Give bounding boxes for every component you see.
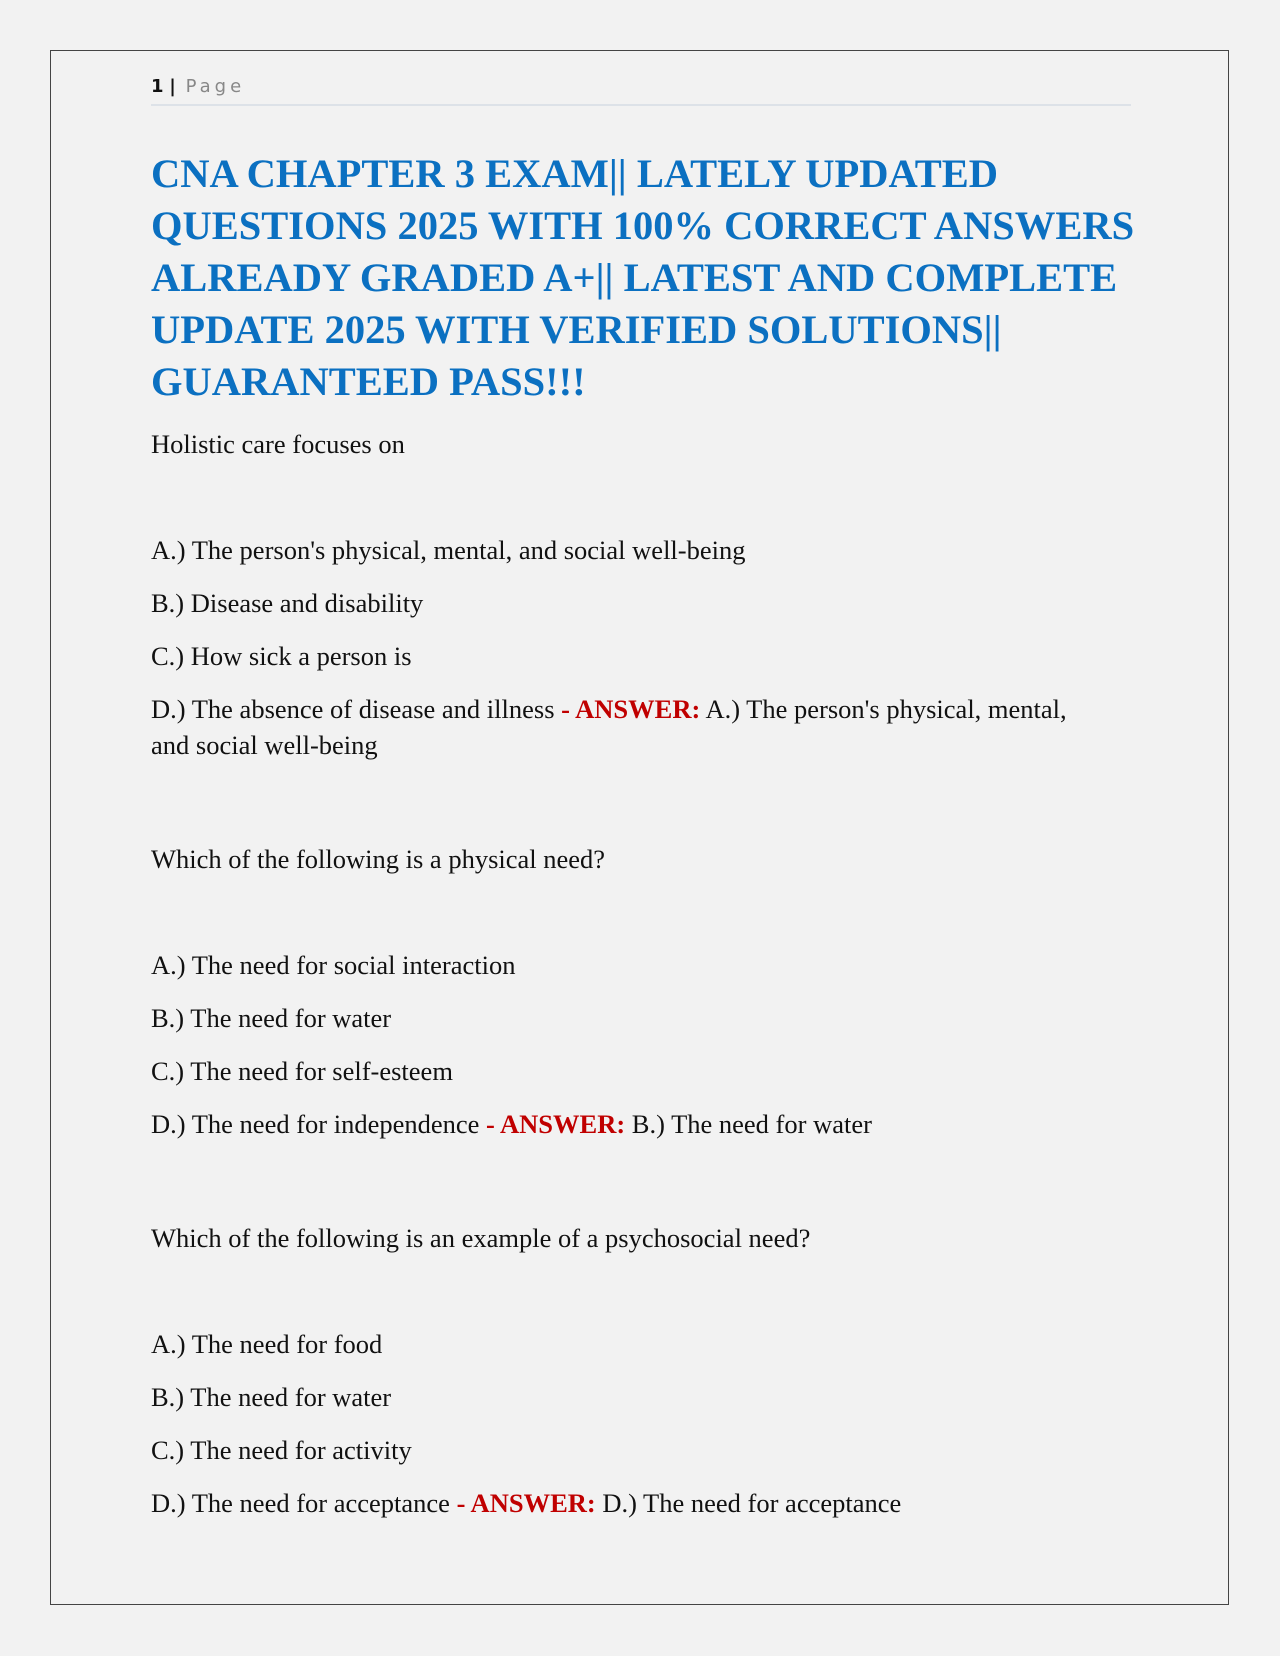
answer-label: - ANSWER: bbox=[456, 1488, 596, 1518]
question-text: Which of the following is an example of a psychosocial need? bbox=[151, 1223, 811, 1253]
option-d-with-answer bbox=[151, 1485, 1111, 1521]
option-c: C.) The need for activity bbox=[151, 1435, 412, 1465]
option-a: A.) The person's physical, mental, and social well-being bbox=[151, 535, 746, 565]
document-title: CNA CHAPTER 3 EXAM|| LATELY UPDATED QUESTIONS 2025 WITH 100% CORRECT ANSWERS ALREADY GRADED A+|| LATEST AND COMPLETE UPDATE 2025 WITH VERIFIED SOLUTIONS|| GUARANTEED PASS!!! bbox=[151, 151, 1135, 404]
page-number: 1 bbox=[151, 76, 164, 97]
answer-text: B.) The need for water bbox=[631, 1109, 872, 1139]
option-b: B.) The need for water bbox=[151, 1003, 392, 1033]
question-text: Which of the following is a physical need? bbox=[151, 844, 606, 874]
answer-text: A.) The person's physical, mental, and social well-being bbox=[151, 694, 1067, 760]
header-separator: | bbox=[169, 76, 176, 97]
option-d-with-answer bbox=[151, 691, 1111, 763]
questions-content bbox=[151, 426, 1111, 1599]
answer-label: - ANSWER: bbox=[486, 1109, 626, 1139]
option-d-with-answer bbox=[151, 1106, 1111, 1142]
option-b: B.) Disease and disability bbox=[151, 588, 424, 618]
question-block bbox=[151, 426, 1111, 763]
page-header bbox=[151, 76, 1131, 106]
option-a: A.) The need for food bbox=[151, 1329, 383, 1359]
page-label: Page bbox=[185, 76, 246, 97]
answer-label: - ANSWER: bbox=[561, 694, 701, 724]
option-d: D.) The need for acceptance bbox=[151, 1488, 450, 1518]
option-d: D.) The need for independence bbox=[151, 1109, 480, 1139]
option-c: C.) The need for self-esteem bbox=[151, 1056, 453, 1086]
option-d: D.) The absence of disease and illness bbox=[151, 694, 555, 724]
answer-text: D.) The need for acceptance bbox=[602, 1488, 902, 1518]
question-block bbox=[151, 841, 1111, 1142]
option-b: B.) The need for water bbox=[151, 1382, 392, 1412]
option-c: C.) How sick a person is bbox=[151, 641, 412, 671]
question-text: Holistic care focuses on bbox=[151, 429, 405, 459]
question-block bbox=[151, 1220, 1111, 1521]
option-a: A.) The need for social interaction bbox=[151, 950, 516, 980]
